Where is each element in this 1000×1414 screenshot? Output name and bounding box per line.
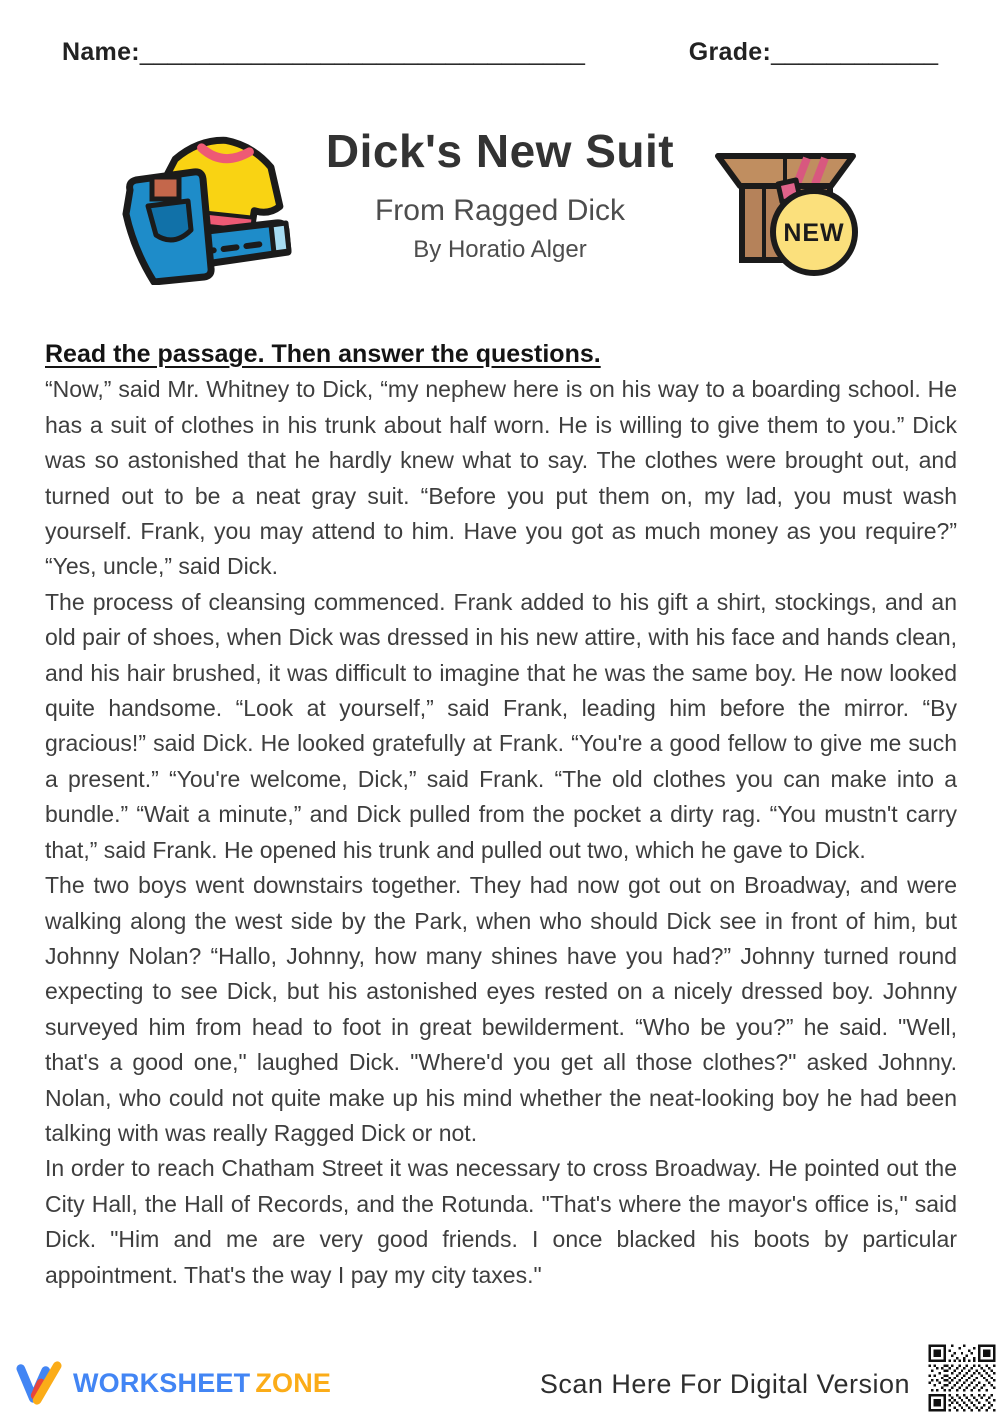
scan-here-text: Scan Here For Digital Version [539,1369,910,1399]
grade-blank-line: ____________ [771,38,938,66]
header-fields [62,38,938,67]
qr-code-icon [926,1342,998,1414]
brand-word-zone: ZONE [255,1367,332,1398]
passage-paragraph: The process of cleansing commenced. Frank added to his gift a shirt, stockings, and an old pair of shoes, when Dick was dressed in his new attire, with his face and hands clean, and his hair brushed, it was difficult to imagine that he was the same boy. He now looked quite handsome. “Look at yourself,” said Frank, leading him before the mirror. “By gracious!” said Dick. He looked gratefully at Frank. “You're a good fellow to give me such a present.” “You're welcome, Dick,” said Frank. “The old clothes you can make into a bundle.” “Wait a minute,” and Dick pulled from the pocket a dirty rag. “You mustn't carry that,” said Frank. He opened his trunk and pulled out two, which he gave to Dick. [45,588,957,863]
worksheetzone-logo-icon [14,1360,64,1406]
passage-paragraph: The two boys went downstairs together. They had now got out on Broadway, and were walking along the west side by the Park, when who should Dick see in front of him, but Johnny Nolan? “Hallo, Johnny, how many shines have you had?” Johnny turned round expecting to see Dick, but his astonished eyes rested on a nicely dressed boy. Johnny surveyed him from head to foot in great bewilderment. “Who be you?” he said. "Well, that's a good one," laughed Dick. "Where'd you get all those clothes?" asked Johnny. Nolan, who could not quite make up his mind whether the neat-looking boy he had been talking with was really Ragged Dick or not. [45,872,957,1146]
page-subtitle: From Ragged Dick [374,194,626,227]
name-field [62,38,585,67]
reading-passage [45,337,957,1293]
grade-label: Grade: [688,38,772,66]
brand-word-worksheet: WORKSHEET [73,1367,251,1398]
worksheetzone-logo [14,1360,331,1406]
name-label: Name: [62,38,140,66]
passage-paragraph: “Now,” said Mr. Whitney to Dick, “my nephew here is on his way to a boarding school. He has a suit of clothes in his trunk about half worn. He is willing to give them to you.” Dick was so astonished that he hardly knew what to say. The clothes were brought out, and turned out to be a neat gray suit. “Before you put them on, my lad, you must wash yourself. Frank, you may attend to him. Have you got as much money as you require?” “Yes, uncle,” said Dick. [45,376,957,580]
worksheetzone-wordmark [73,1368,331,1399]
instruction-heading: Read the passage. Then answer the questions. [45,340,601,368]
grade-field [689,38,938,67]
author-byline: By Horatio Alger [413,236,587,263]
new-box-icon [708,144,863,276]
new-badge-label: NEW [783,219,845,247]
name-blank-line: ________________________________ [139,38,585,66]
clothes-icon [114,130,294,285]
passage-paragraph: In order to reach Chatham Street it was necessary to cross Broadway. He pointed out the City Hall, the Hall of Records, and the Rotunda. "That's where the mayor's office is," said Dick. "Him and me are very good friends. I once blacked his boots by particular appointment. That's the way I pay my city taxes." [45,1155,957,1288]
page-title: Dick's New Suit [325,125,675,177]
